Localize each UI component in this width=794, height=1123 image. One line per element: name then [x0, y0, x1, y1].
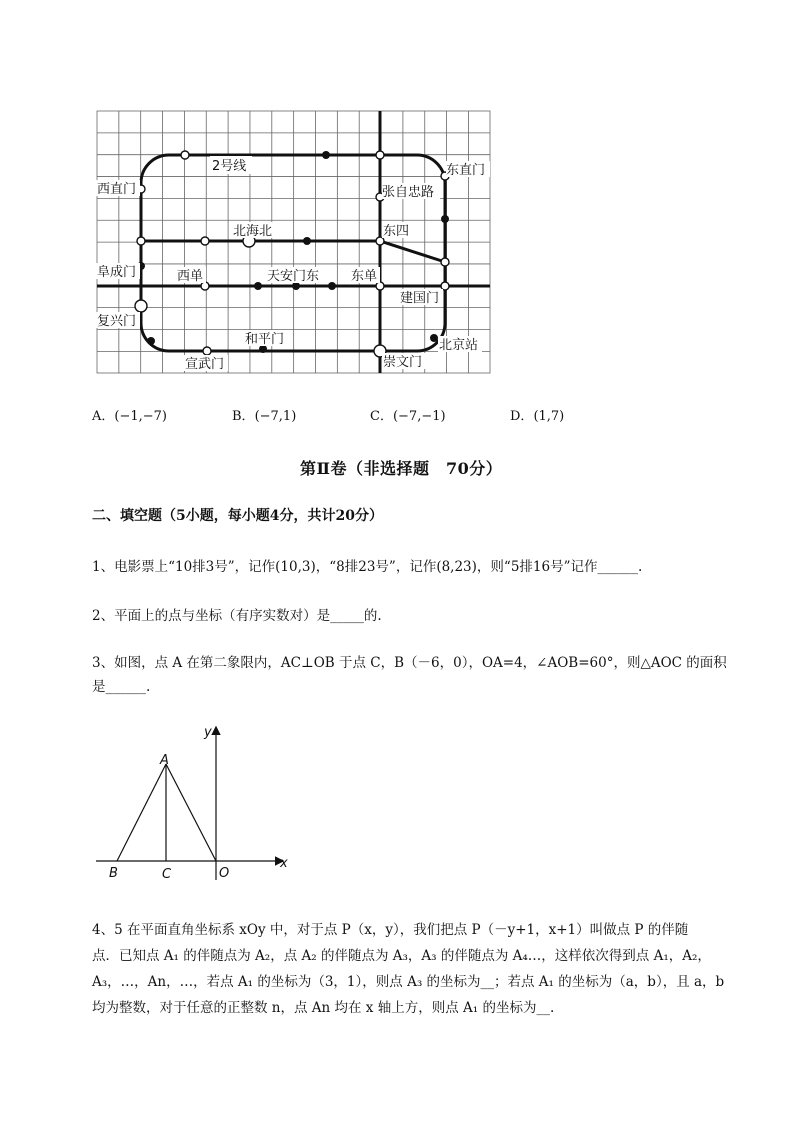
label-xuanwumen: 宣武门 [185, 357, 225, 372]
label-fuchengmen: 阜成门 [97, 265, 137, 280]
station-row2-a [201, 237, 209, 245]
label-dongzhimen: 东直门 [446, 163, 486, 178]
part-title: 第Ⅱ卷（非选择题 70分） [300, 459, 503, 478]
label-fuxingmen: 复兴门 [97, 314, 137, 329]
label-tiananmendong: 天安门东 [267, 269, 320, 284]
segment-ao [166, 764, 216, 861]
station-fuxingmen [135, 300, 147, 312]
question-2: 2、平面上的点与坐标（有序实数对）是_____的. [92, 608, 382, 624]
question-4-line-2: 点．已知点 A₁ 的伴随点为 A₂，点 A₂ 的伴随点为 A₃，A₃ 的伴随点为 A₄…，这样依次得到点 A₁，A₂， [92, 948, 711, 964]
section-title: 二、填空题（5小题，每小题4分，共计20分） [92, 508, 383, 524]
label-xizhimen: 西直门 [97, 182, 137, 197]
station-north-2 [181, 151, 189, 159]
label-b: B [109, 866, 118, 881]
segment-ab [117, 764, 166, 861]
open-stations [135, 151, 449, 357]
label-xidan: 西单 [177, 269, 204, 284]
filled-stations [137, 151, 449, 353]
label-a: A [160, 753, 169, 768]
station-xizhimen-row [137, 237, 145, 245]
question-3-line-1: 3、如图，点 A 在第二象限内，AC⊥OB 于点 C，B（－6，0），OA=4，∠AOB=60°，则△AOC 的面积 [92, 655, 727, 671]
choice-c: C．(−7,−1) [370, 409, 446, 424]
question-3-line-2: 是______. [92, 679, 151, 695]
station-xuanwumen [203, 347, 211, 355]
line-dongsi-diagonal [380, 241, 445, 262]
label-o: O [219, 866, 230, 881]
label-jianguomen: 建国门 [400, 291, 440, 306]
triangle-figure [92, 720, 302, 885]
label-dongdan: 东单 [351, 269, 378, 284]
label-beijingzhan: 北京站 [439, 338, 479, 353]
subway-map [96, 110, 496, 376]
label-x: x [280, 856, 288, 871]
question-1: 1、电影票上“10排3号”，记作(10,3)，“8排23号”，记作(8,23)，则“5排16号”记作______. [92, 559, 643, 575]
label-zhangzizhonglu: 张自忠路 [382, 185, 435, 200]
label-c: C [162, 867, 172, 882]
station-north-3 [376, 151, 384, 159]
choice-d: D．(1,7) [510, 409, 565, 424]
line-label: 2号线 [212, 159, 247, 174]
label-y: y [204, 725, 212, 740]
station-dongdan [376, 282, 384, 290]
choice-a: A．(−1,−7) [92, 409, 167, 424]
question-4-line-3: A₃，…，An，…，若点 A₁ 的坐标为（3，1），则点 A₃ 的坐标为__；若点 A₁ 的坐标为（a，b），且 a，b [92, 974, 725, 990]
station-east-diag [441, 258, 449, 266]
label-hepingmen: 和平门 [245, 332, 285, 347]
question-4-line-4: 均为整数，对于任意的正整数 n，点 An 均在 x 轴上方，则点 A₁ 的坐标为__. [92, 1000, 555, 1016]
label-dongsi: 东四 [383, 224, 410, 239]
label-chongwenmen: 崇文门 [383, 355, 423, 370]
label-beihaibei: 北海北 [233, 224, 273, 239]
choice-b: B．(−7,1) [232, 409, 297, 424]
station-jianguomen [441, 282, 449, 290]
question-4-line-1: 4、5 在平面直角坐标系 xOy 中，对于点 P（x，y），我们把点 P（－y+1，x+1）叫做点 P 的伴随 [92, 922, 689, 938]
